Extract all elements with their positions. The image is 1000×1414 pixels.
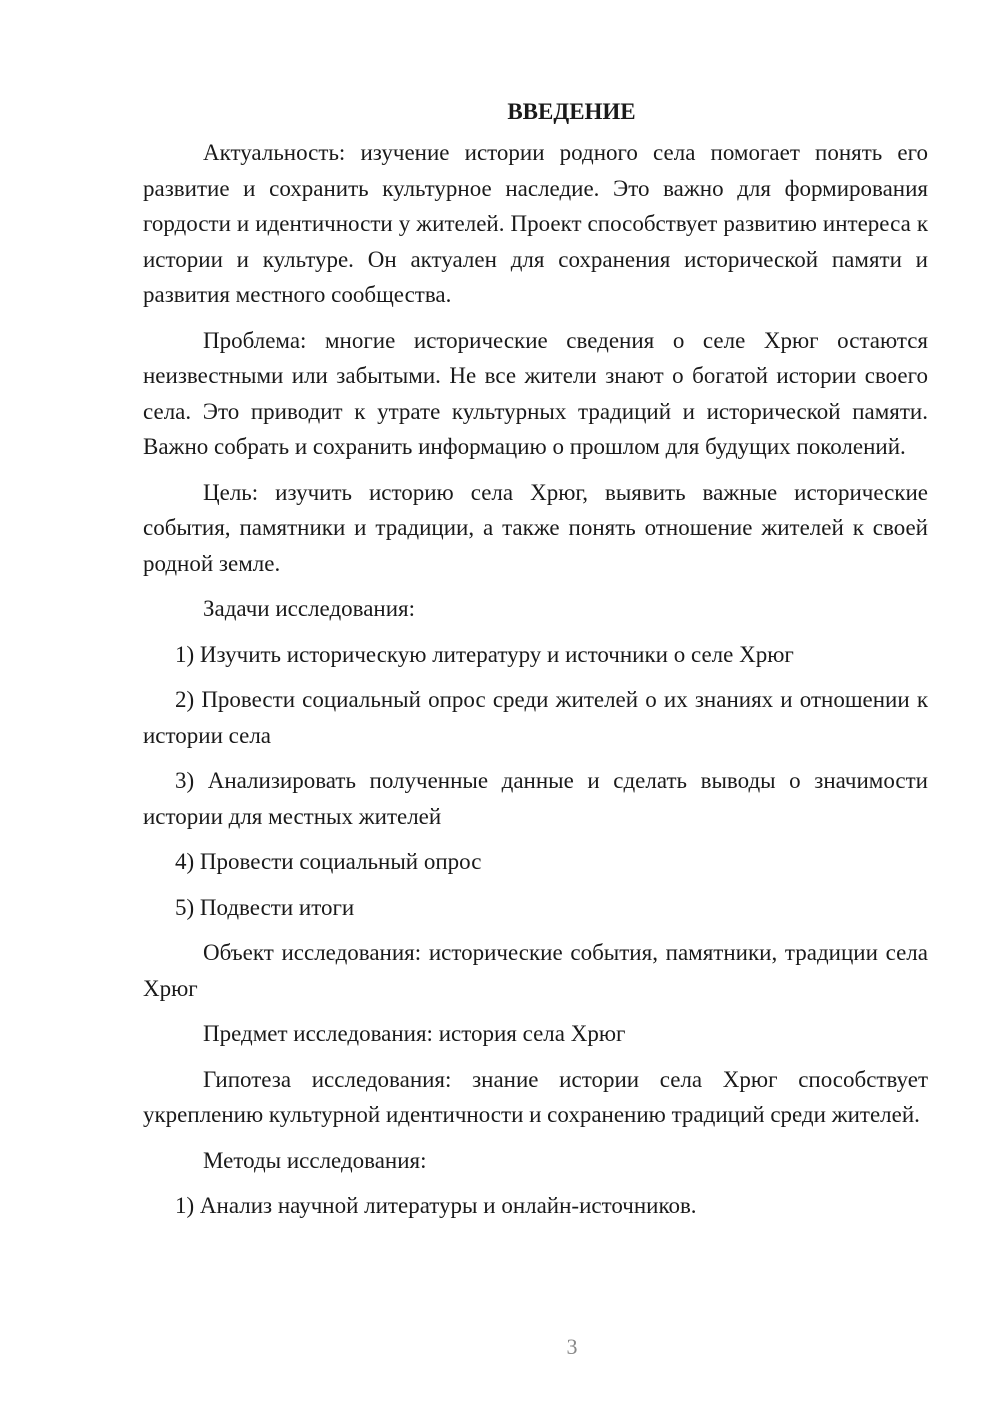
task-item-4: 4) Провести социальный опрос (175, 849, 482, 874)
paragraph-goal: Цель: изучить историю села Хрюг, выявить важные исторические события, памятники и традиции, а также понять отношение жителей к своей родной земле. (143, 479, 928, 576)
methods-heading: Методы исследования: (203, 1147, 427, 1173)
paragraph-problem: Проблема: многие исторические сведения о селе Хрюг остаются неизвестными или забытыми. Не все жители знают о богатой истории своего села. Это приводит к утрате культурных традиций и исторической памяти. Важно собрать и сохранить информацию о прошлом для будущих поколений. (143, 327, 928, 459)
task-item-1: 1) Изучить историческую литературу и источники о селе Хрюг (175, 641, 794, 667)
paragraph-hypothesis: Гипотеза исследования: знание истории села Хрюг способствует укреплению культурной идентичности и сохранению традиций среди жителей. (143, 1066, 928, 1127)
page-content (143, 94, 928, 1234)
method-item-1: 1) Анализ научной литературы и онлайн-источников. (175, 1193, 697, 1218)
tasks-heading: Задачи исследования: (203, 596, 416, 621)
task-item-3: 3) Анализировать полученные данные и сделать выводы о значимости истории для местных жителей (143, 768, 928, 829)
paragraph-relevance: Актуальность: изучение истории родного села помогает понять его развитие и сохранить культурное наследие. Это важно для формирования гордости и идентичности у жителей. Проект способствует развитию интереса к истории и культуре. Он актуален для сохранения исторической памяти и развития местного сообщества. (143, 140, 928, 307)
page-number: 3 (566, 1334, 578, 1359)
paragraph-subject: Предмет исследования: история села Хрюг (203, 1021, 626, 1046)
task-item-2: 2) Провести социальный опрос среди жителей о их знаниях и отношении к истории села (143, 687, 928, 748)
task-item-5: 5) Подвести итоги (175, 894, 355, 920)
section-title: ВВЕДЕНИЕ (507, 99, 636, 124)
paragraph-object: Объект исследования: исторические события, памятники, традиции села Хрюг (143, 940, 928, 1001)
